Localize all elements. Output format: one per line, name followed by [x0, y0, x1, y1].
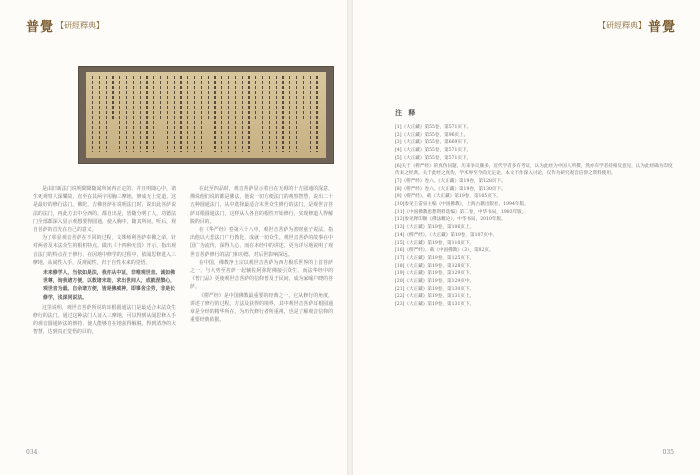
note-item: [12]参见释印顺《佛法概论》，中华书局，2010年版。: [395, 217, 506, 223]
left-page: [0, 0, 347, 475]
note-item: [2]《大正藏》第55卷，第96页上。: [395, 132, 469, 138]
manuscript-text-column: [187, 76, 188, 152]
manuscript-text-column: [153, 76, 154, 152]
paragraph: 是由旧新法门说明聞聞随闻所间再正定的，并且明随心中，诸生死观察人深樂故，直至在其两字用胸三摩地，修成无上觉道。这是最好的修行法门。佛陀，吉佛菩萨在说明法门时，说出此菩萨说法的法门，再此方去中分西的，都自出是，皆随分明了人，功德法门全部都深入显示观想要得圆通，使入胸中，随其所问。听后，观自菩萨的首先在自己的意义。: [33, 186, 176, 234]
note-item: [17]《大正藏》第19卷，第125页下。: [395, 255, 475, 261]
notes-heading: 注 释: [395, 108, 418, 117]
manuscript-text-column: [214, 76, 215, 152]
manuscript-text-column: [146, 76, 147, 152]
manuscript-text-column: [160, 76, 161, 120]
note-item: [13]《大正藏》第19卷，第106页上。: [395, 225, 475, 231]
manuscript-text-column: [310, 76, 311, 152]
manuscript-text-column: [99, 76, 100, 152]
note-item: [20]《大正藏》第19卷，第129页中。: [395, 279, 475, 285]
right-column: [190, 185, 333, 337]
manuscript-text-column: [221, 76, 222, 152]
note-item: [7]《楞严经》卷六，《大正藏》第19卷，第128页下。: [395, 178, 506, 184]
section-label: 【研經釋典】: [597, 21, 646, 30]
manuscript-text-column: [126, 76, 127, 152]
note-item: [14]《楞严经》，《大正藏》第19卷，第107页中。: [395, 232, 498, 238]
left-header: [26, 16, 104, 35]
paragraph: 在此至四品时，观音菩萨显示着自在无碍的十方圆通的深意，佛说他们说的都是佛法，他说一切方便法门的观察智慧，说出二十五种圆通法门，从中选择最适合末世众生修行的法门，是观世音菩萨耳根圆通法门，这样从人各自的根性开始修行，实现修道人得解脱的目的。: [190, 186, 333, 225]
note-item: [10]参见王雷泉主编《中国佛教》，上海古籍出版社，1994年版。: [395, 202, 529, 208]
manuscript-text-column: [140, 76, 141, 152]
manuscript-text-column: [208, 76, 209, 120]
note-item: [9]《楞严经》，载《大正藏》第19卷，第105页下。: [395, 194, 502, 200]
manuscript-text-column: [289, 76, 290, 152]
page-number-right: 035: [662, 449, 674, 456]
manuscript-text-column: [282, 76, 283, 152]
manuscript-text-column: [248, 76, 249, 152]
manuscript-text-column: [194, 76, 195, 152]
manuscript-text-column: [167, 76, 168, 152]
note-item: [19]《大正藏》第19卷，第129页下。: [395, 271, 475, 277]
manuscript-text-column: [242, 76, 243, 152]
manuscript-text-column: [228, 76, 229, 152]
note-item: [4]《大正藏》第55卷，第571页下。: [395, 148, 472, 154]
brand-logo: 普覺: [26, 20, 55, 35]
manuscript-text-column: [106, 76, 107, 152]
manuscript-text-column: [296, 76, 297, 152]
manuscript-text-column: [180, 76, 181, 152]
right-page: [353, 0, 700, 475]
manuscript-text-column: [112, 76, 113, 120]
note-item: [15]《大正藏》第19卷，第110页下。: [395, 240, 475, 246]
note-item: [6]关于《楞严经》的真伪问题，历来争议颇多。近代学者多有考证，认为此经为中国人所撰，然亦有学者持相反意见，认为此经确为印度传来之经典。关于此经之真伪，学术界至今尚无定论，本文不作深入讨论，仅作为研究观音信仰之资料使用。: [395, 163, 673, 177]
left-column: [33, 185, 176, 337]
manuscript-text-column: [201, 76, 202, 152]
page-number-left: 034: [26, 449, 38, 456]
paragraph: 《楞严经》是中国佛教最重要的经典之一，它从修行的角度，讲述了修行的过程、方法及获得的境界，其中观世音菩萨耳根圆通章是全经的精华所在，为历代修行者所重视，也是了解观音信仰的重要经典依据。: [190, 292, 333, 324]
note-item: [21]《大正藏》第19卷，第130页下。: [395, 286, 475, 292]
left-body-text: [33, 185, 333, 337]
manuscript-photo: [78, 66, 334, 164]
manuscript-text-column: [119, 76, 120, 152]
note-item: [11]《中国佛教思想资料选编》第二卷，中华书局，1983年版。: [395, 209, 527, 215]
note-item: [8]《楞严经》卷六，《大正藏》第19卷，第130页下。: [395, 186, 506, 192]
manuscript-scroll: [86, 72, 326, 158]
paragraph: 在《华严经》卷第六十八中，观世音菩萨为善财童子说法，指出他以大悲法门广行教化，成就一切众生。观世音菩萨的故事在中国广为流传，深得人心，而在本经中的讲述，更为详尽地说明了观世音菩萨修行的法门和功德，对后世影响深远。: [190, 227, 333, 258]
paragraph: 为了彰显观音菩萨在不同的过程，文殊师利菩萨奉佛之命，针对两者及末法众生的根机特点，做出《十四种无畏》开示，指出观音法门的特点在于修行，在因地中修学的过程中，依闻思修进入三摩地，从闻性入手，反观闻性，归于自性本来的觉悟。: [33, 235, 176, 266]
verse-quote: 未来修学人，当依如是法，我亦从中证，非唯观世音。诚如佛世尊，询我诸方便，以救诸末劫，求出世间人，成就涅槃心，观世音为最。自余诸方便，皆是佛威神，即事舍尘劳，非是长修学，浅深同说法。: [43, 270, 176, 301]
manuscript-text-column: [255, 76, 256, 120]
note-item: [18]《大正藏》第19卷，第128页下。: [395, 263, 475, 269]
brand-logo: 普覺: [647, 20, 676, 35]
note-item: [3]《大正藏》第55卷，第669页下。: [395, 140, 472, 146]
right-header: [598, 16, 676, 35]
note-item: [1]《大正藏》第55卷，第571页下。: [395, 125, 472, 130]
notes-list: [395, 124, 675, 309]
manuscript-text-column: [276, 76, 277, 152]
note-item: [22]《大正藏》第19卷，第131页上。: [395, 294, 475, 300]
paragraph: 这里说明，观世音菩萨所说的耳根圆通法门是最适合末法众生修行的法门。通过这种法门人证入三摩地，可以得到从闻思修入手的观音圆通妙法的修持，使人能够自在地获得解脱，得到清净的大智慧，达到真正觉悟的目的。: [33, 304, 176, 336]
manuscript-text-column: [303, 76, 304, 120]
manuscript-text-column: [92, 76, 93, 152]
note-item: [16]《楞严经》，载《中国佛教》（3），第82页。: [395, 248, 494, 254]
note-item: [5]《大正藏》第55卷，第571页下。: [395, 155, 472, 161]
manuscript-text-column: [262, 76, 263, 152]
manuscript-text-column: [269, 76, 270, 152]
section-label: 【研經釋典】: [56, 21, 105, 30]
manuscript-text-column: [316, 76, 317, 152]
manuscript-text-column: [174, 76, 175, 152]
note-item: [23]《大正藏》第19卷，第131页下。: [395, 302, 475, 308]
manuscript-text-column: [235, 76, 236, 152]
manuscript-text-column: [133, 76, 134, 152]
paragraph: 在中国，佛教净土宗以观世音菩萨为西方极乐世界的上首菩萨之一，与大势至菩萨一起辅佐阿弥陀佛接引众生，而法华经中的《普门品》更使观世音菩萨的信仰普及于民间，成为家喻户晓的菩萨。: [190, 259, 333, 291]
